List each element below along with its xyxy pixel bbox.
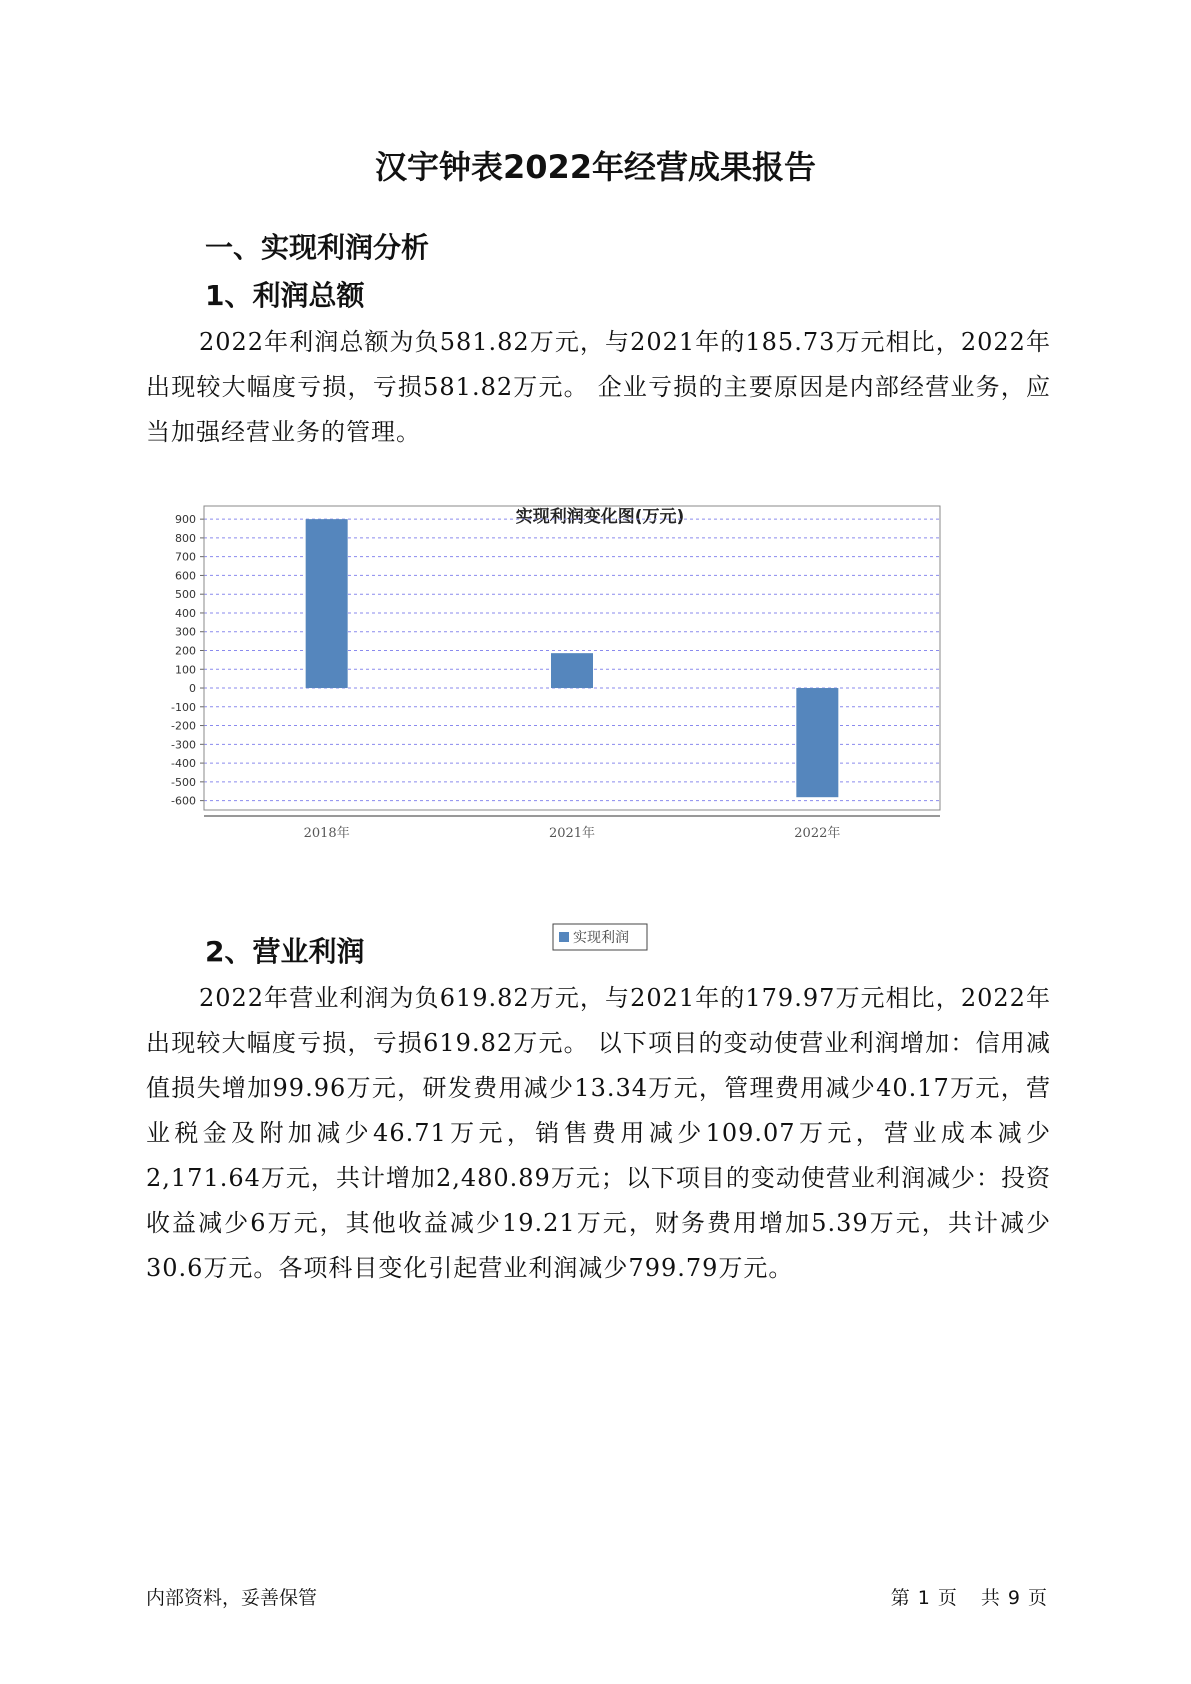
chart-title: 实现利润变化图(万元) <box>515 507 685 527</box>
total-unit: 页 <box>1027 1587 1047 1609</box>
y-tick-label: 0 <box>189 682 196 696</box>
y-tick-label: 800 <box>175 531 196 545</box>
page-total: 9 <box>1007 1587 1020 1609</box>
chart-y-axis <box>171 513 204 807</box>
y-tick-label: 300 <box>175 625 196 639</box>
y-tick-label: 100 <box>175 663 196 677</box>
chart-bars <box>306 519 839 797</box>
y-tick-label: 700 <box>175 550 196 564</box>
page-prefix: 第 <box>890 1587 910 1609</box>
y-tick-label: -400 <box>171 757 196 771</box>
y-tick-label: 900 <box>175 513 196 527</box>
y-tick-label: -600 <box>171 794 196 808</box>
document-title: 汉宇钟表2022年经营成果报告 <box>374 148 817 186</box>
bar-2022年 <box>796 688 838 797</box>
y-tick-label: -100 <box>171 700 196 714</box>
x-tick-label: 2022年 <box>794 826 841 841</box>
section-heading-profit-analysis: 一、实现利润分析 <box>205 231 430 264</box>
total-prefix: 共 <box>980 1587 1000 1609</box>
x-tick-label: 2021年 <box>548 826 596 841</box>
chart-legend <box>553 924 647 950</box>
chart-x-axis <box>204 816 940 841</box>
bar-2021年 <box>551 653 593 688</box>
legend-label: 实现利润 <box>573 930 629 946</box>
bar-2018年 <box>306 519 348 688</box>
legend-swatch <box>559 932 569 942</box>
y-tick-label: 600 <box>175 569 196 583</box>
page-unit: 页 <box>937 1587 957 1609</box>
y-tick-label: 400 <box>175 606 196 620</box>
y-tick-label: 200 <box>175 644 196 658</box>
page-current: 1 <box>917 1587 930 1609</box>
profit-change-chart <box>160 496 1020 966</box>
x-tick-label: 2018年 <box>303 826 350 841</box>
y-tick-label: -200 <box>171 719 196 733</box>
y-tick-label: 500 <box>175 588 196 602</box>
footer-confidential-note: 内部资料，妥善保管 <box>146 1587 318 1609</box>
y-tick-label: -500 <box>171 775 196 789</box>
subheading-total-profit: 1、利润总额 <box>205 279 365 312</box>
paragraph-total-profit: 2022年利润总额为负581.82万元，与2021年的185.73万元相比，2022年出现较大幅度亏损，亏损581.82万元。 企业亏损的主要原因是内部经营业务，应当加强经营业务的管理。 <box>146 328 1051 446</box>
subheading-operating-profit: 2、营业利润 <box>205 935 365 968</box>
footer-page-number <box>887 1583 1051 1610</box>
paragraph-operating-profit: 2022年营业利润为负619.82万元，与2021年的179.97万元相比，2022年出现较大幅度亏损，亏损619.82万元。 以下项目的变动使营业利润增加：信用减值损失增加99.96万元，研发费用减少13.34万元，管理费用减少40.17万元，营业税金及附加减少46.71万元，销售费用减少109.07万元，营业成本减少2,171.64万元，共计增加2,480.89万元；以下项目的变动使营业利润减少：投资收益减少6万元，其他收益减少19.21万元，财务费用增加5.39万元，共计减少30.6万元。各项科目变化引起营业利润减少799.79万元。 <box>146 984 1051 1282</box>
y-tick-label: -300 <box>171 738 196 752</box>
